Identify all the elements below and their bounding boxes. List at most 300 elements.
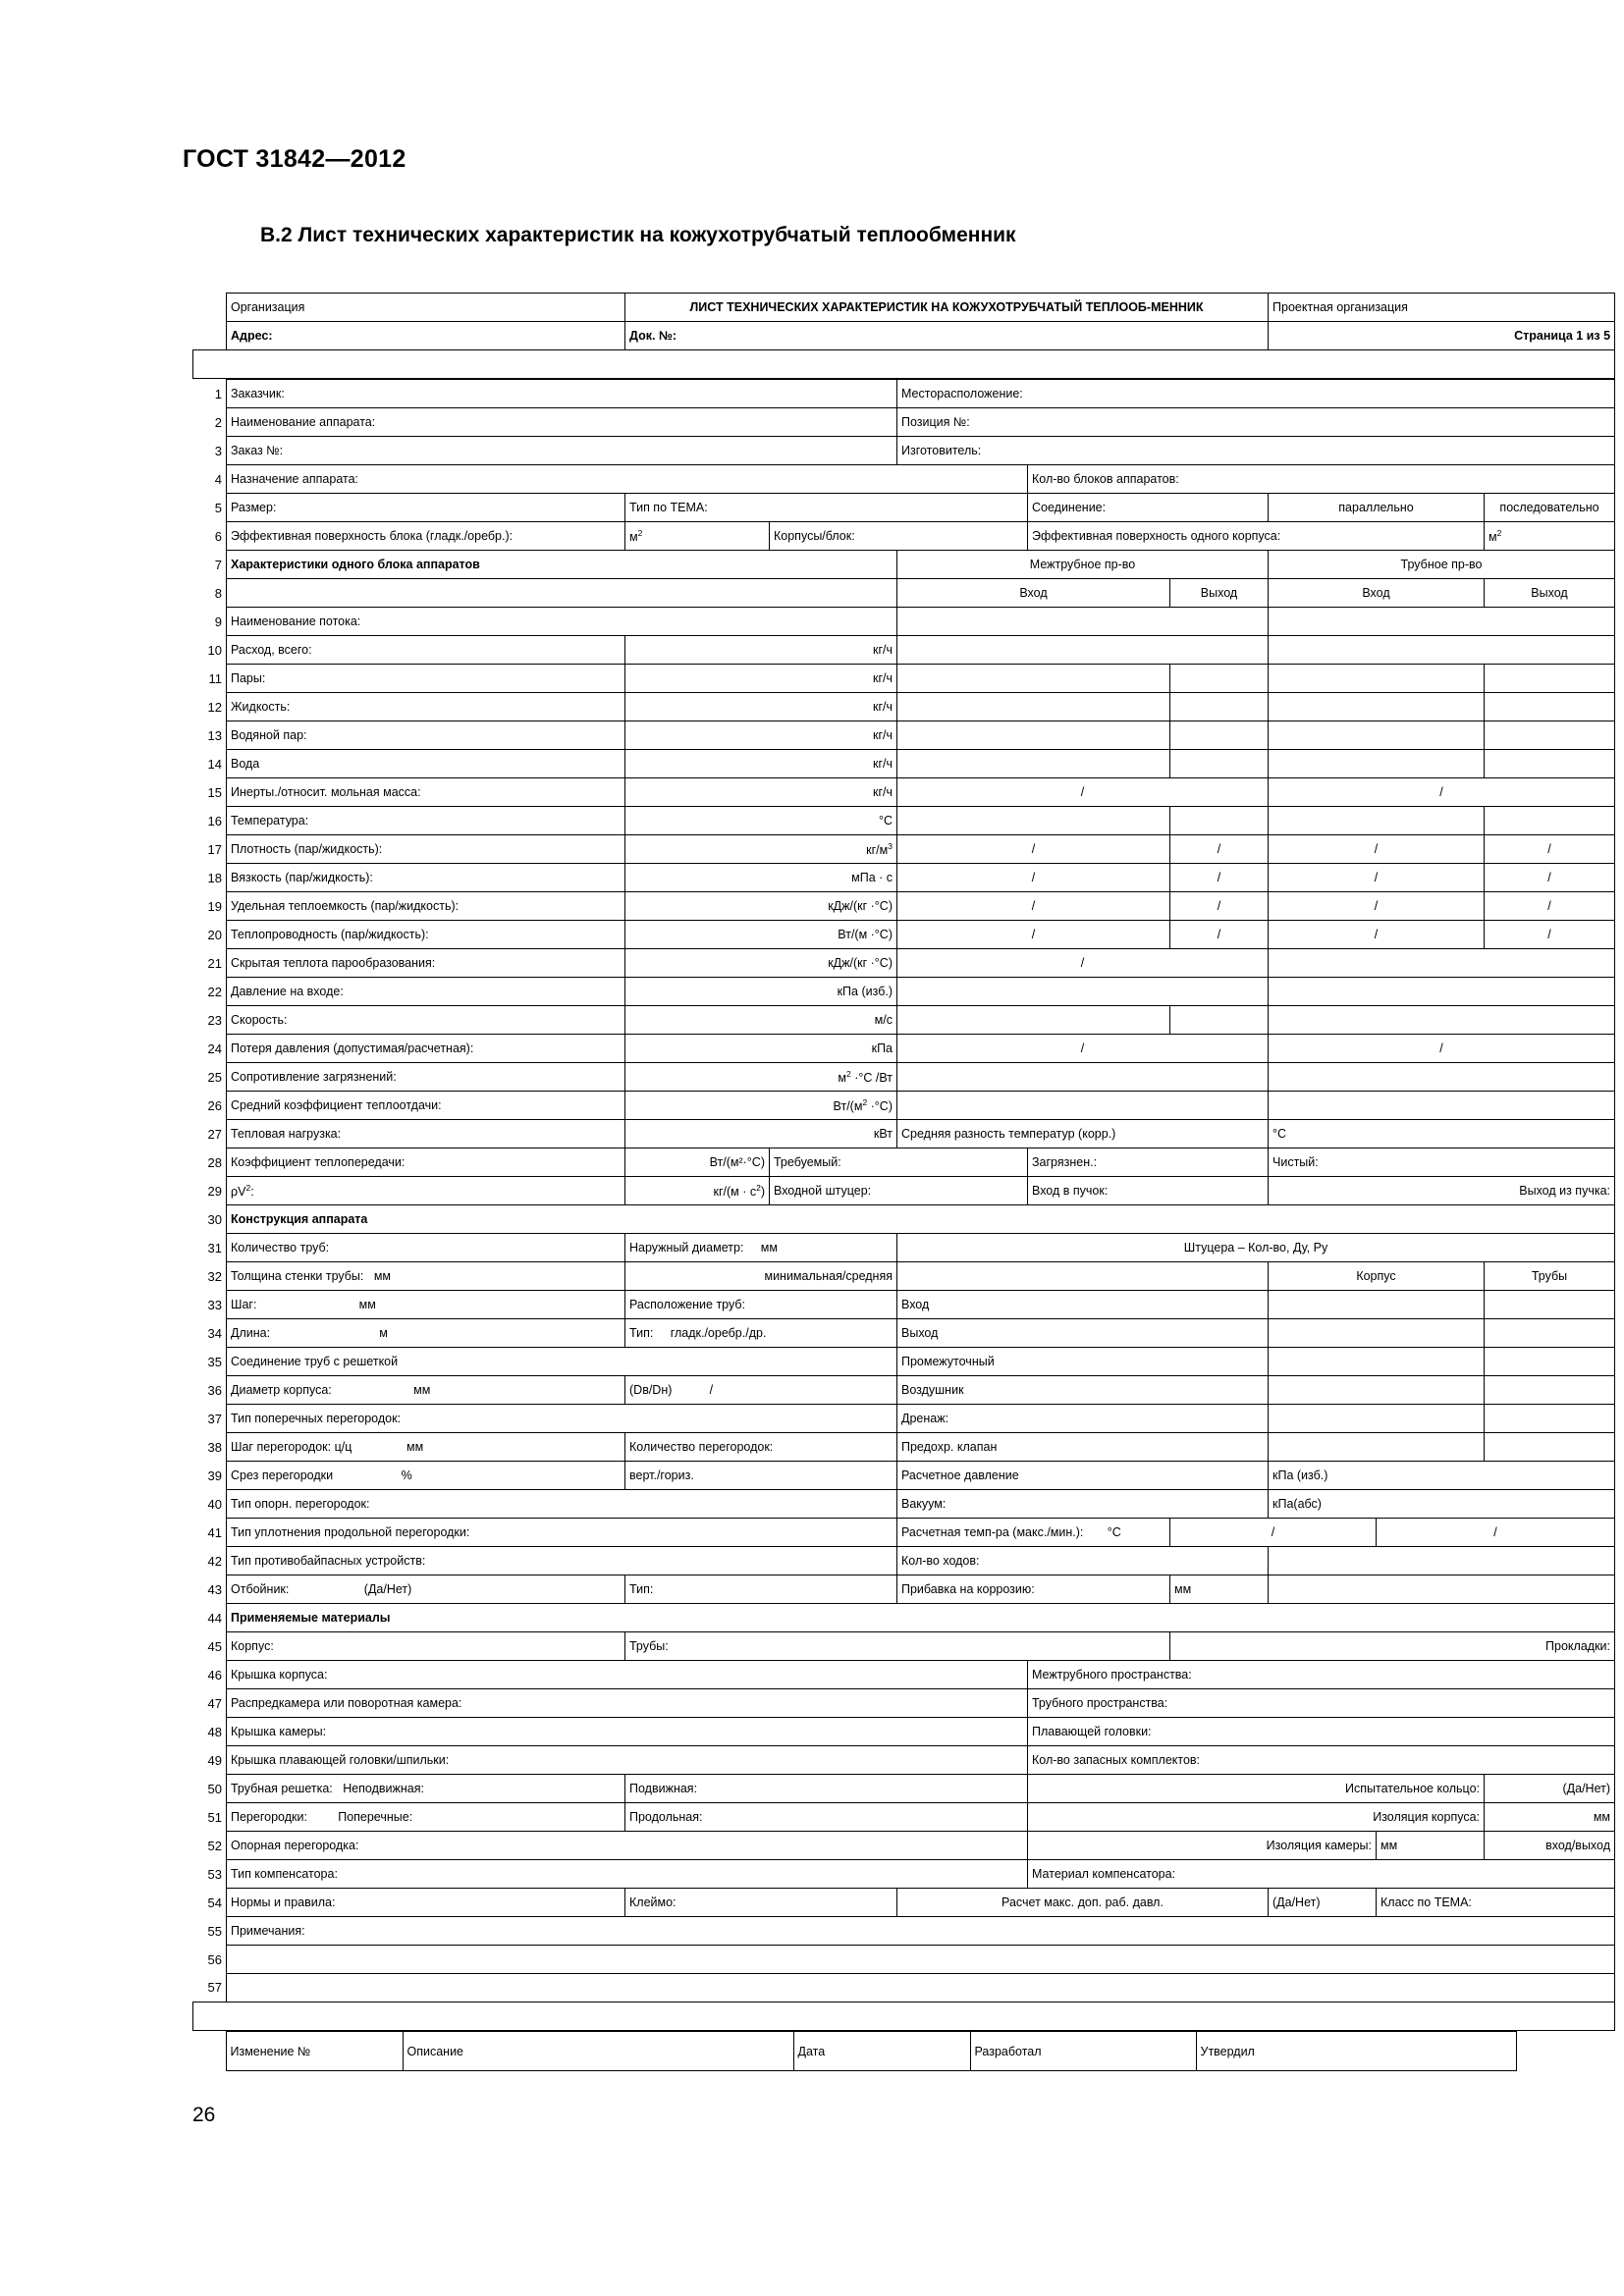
field-tubesheet-floating[interactable]: Подвижная: (625, 1775, 1028, 1803)
value-tube-latent[interactable] (1269, 949, 1615, 978)
field-max-allowable-yesno[interactable]: (Да/Нет) (1269, 1889, 1377, 1917)
header-tube-side: Трубное пр-во (1269, 551, 1615, 579)
field-bundle-exit[interactable]: Выход из пучка: (1269, 1177, 1615, 1205)
field-nozzle-intermediate[interactable]: Промежуточный (897, 1348, 1269, 1376)
header-nozzle-shell: Корпус (1269, 1262, 1485, 1291)
field-tube-type[interactable]: Тип: гладк./оребр./др. (625, 1319, 897, 1348)
unit-celsius: °С (625, 807, 897, 835)
header-shell-in: Вход (897, 579, 1170, 608)
field-viscosity[interactable]: Вязкость (пар/жидкость): (227, 864, 625, 892)
unit-design-pressure: кПа (изб.) (1269, 1462, 1615, 1490)
separator-shell-visc-in: / (897, 864, 1170, 892)
value-nozzle-outlet-shell[interactable] (1269, 1319, 1485, 1348)
field-material-shell-cover[interactable]: Крышка корпуса: (227, 1661, 1028, 1689)
notes-line-3[interactable] (227, 1974, 1615, 2002)
field-shells-per-block[interactable]: Корпусы/блок: (770, 522, 1028, 551)
row-16 (193, 807, 1615, 835)
row-number: 49 (193, 1746, 227, 1775)
row-6 (193, 522, 1615, 551)
row-number: 37 (193, 1405, 227, 1433)
separator-shell-k-in: / (897, 921, 1170, 949)
field-fouled-coeff[interactable]: Загрязнен.: (1028, 1148, 1269, 1177)
row-26 (193, 1092, 1615, 1120)
row-28 (193, 1148, 1615, 1177)
row-number: 17 (193, 835, 227, 864)
row-57 (193, 1974, 1615, 2002)
field-rho-v2[interactable]: $\rho V^2$: (227, 1177, 625, 1205)
field-baffle-type[interactable]: Тип поперечных перегородок: (227, 1405, 897, 1433)
row-8 (193, 579, 1615, 608)
header-shell-side: Межтрубное пр-во (897, 551, 1269, 579)
unit-m2-c-w: $м^2 \cdot^\circ С$ /Вт (625, 1063, 897, 1092)
field-effective-surface-block[interactable] (227, 522, 625, 551)
separator-tube-k-out: / (1485, 921, 1615, 949)
value-tube-temp-out[interactable] (1485, 807, 1615, 835)
value-tube-steam-in[interactable] (1269, 721, 1485, 750)
unit-lmtd-celsius: °С (1269, 1120, 1615, 1148)
row-number: 3 (193, 437, 227, 465)
value-tube-total-flow[interactable] (1269, 636, 1615, 665)
empty-nozzle-cell (897, 1262, 1269, 1291)
field-baffles-transverse[interactable]: Перегородки: Поперечные: (227, 1803, 625, 1832)
field-material-shell[interactable]: Корпус: (227, 1632, 625, 1661)
field-tubesheet-fixed[interactable]: Трубная решетка: Неподвижная: (227, 1775, 625, 1803)
row-56 (193, 1946, 1615, 1974)
field-expansion-joint-material[interactable]: Материал компенсатора: (1028, 1860, 1615, 1889)
unit-kg-h: кг/ч (625, 721, 897, 750)
label-insulation-in-out: вход/выход (1485, 1832, 1615, 1860)
field-material-channel-cover[interactable]: Крышка камеры: (227, 1718, 1028, 1746)
separator-tube-dp: / (1269, 1035, 1615, 1063)
row-27 (193, 1120, 1615, 1148)
value-tube-liquid-out[interactable] (1485, 693, 1615, 721)
field-codes-standards[interactable]: Нормы и правила: (227, 1889, 625, 1917)
row-18 (193, 864, 1615, 892)
value-nozzle-safety-shell[interactable] (1269, 1433, 1485, 1462)
value-nozzle-vent-shell[interactable] (1269, 1376, 1485, 1405)
row-number: 9 (193, 608, 227, 636)
footer-row (192, 2032, 1516, 2071)
form-footer-table (192, 2031, 1517, 2071)
section-title: В.2 Лист технических характеристик на кожухотрубчатый теплообменник (260, 224, 1016, 246)
separator-tube-density-in: / (1269, 835, 1485, 864)
row-46 (193, 1661, 1615, 1689)
separator-shell-cp-out: / (1170, 892, 1269, 921)
unit-rho-v2: $кг/(м \cdot с^2)$ (625, 1177, 770, 1205)
field-pass-count[interactable]: Кол-во ходов: (897, 1547, 1269, 1575)
value-tube-alpha[interactable] (1269, 1092, 1615, 1120)
field-nozzle-inlet[interactable]: Вход (897, 1291, 1269, 1319)
field-pitch[interactable]: Шаг: мм (227, 1291, 625, 1319)
value-shell-water-out[interactable] (1170, 750, 1269, 778)
field-order-no[interactable]: Заказ №: (227, 437, 897, 465)
field-inerts-molar-mass[interactable]: Инерты./относит. мольная масса: (227, 778, 625, 807)
row-13 (193, 721, 1615, 750)
field-design-pressure[interactable]: Расчетное давление (897, 1462, 1269, 1490)
value-nozzle-safety-tubes[interactable] (1485, 1433, 1615, 1462)
row-number: 22 (193, 978, 227, 1006)
unit-kg-m3: $кг/м^3$ (625, 835, 897, 864)
value-tube-fouling[interactable] (1269, 1063, 1615, 1092)
unit-corrosion-mm: мм (1170, 1575, 1269, 1604)
row-4 (193, 465, 1615, 494)
separator-tube-inerts: / (1269, 778, 1615, 807)
field-spare-sets-count[interactable]: Кол-во запасных комплектов: (1028, 1746, 1615, 1775)
field-baffle-count[interactable]: Количество перегородок: (625, 1433, 897, 1462)
value-shell-inlet-pressure[interactable] (897, 978, 1269, 1006)
field-thermal-conductivity[interactable]: Теплопроводность (пар/жидкость): (227, 921, 625, 949)
field-material-floating-head-gasket[interactable]: Плавающей головки: (1028, 1718, 1615, 1746)
field-baffle-cut-orientation[interactable]: верт./гориз. (625, 1462, 897, 1490)
field-tube-to-sheet-joint[interactable]: Соединение труб с решеткой (227, 1348, 897, 1376)
row-5 (193, 494, 1615, 522)
field-clean-coeff[interactable]: Чистый: (1269, 1148, 1615, 1177)
separator-tube-visc-out: / (1485, 864, 1615, 892)
value-nozzle-intermediate-tubes[interactable] (1485, 1348, 1615, 1376)
row-29 (193, 1177, 1615, 1205)
field-total-flow[interactable]: Расход, всего: (227, 636, 625, 665)
footer-change-no[interactable]: Изменение № (226, 2032, 403, 2071)
field-stamp[interactable]: Клеймо: (625, 1889, 897, 1917)
page-number: 26 (192, 2104, 216, 2126)
unit-shell-insulation-mm: мм (1485, 1803, 1615, 1832)
row-number: 42 (193, 1547, 227, 1575)
row-number: 43 (193, 1575, 227, 1604)
field-material-gaskets[interactable]: Прокладки: (1170, 1632, 1615, 1661)
footer-developed-by[interactable]: Разработал (970, 2032, 1196, 2071)
field-material-shellside-gasket[interactable]: Межтрубного пространства: (1028, 1661, 1615, 1689)
value-shell-water-in[interactable] (897, 750, 1170, 778)
value-tube-velocity[interactable] (1269, 1006, 1615, 1035)
field-nozzle-drain[interactable]: Дренаж: (897, 1405, 1269, 1433)
field-baffle-cut[interactable]: Срез перегородки % (227, 1462, 625, 1490)
field-material-tubeside-gasket[interactable]: Трубного пространства: (1028, 1689, 1615, 1718)
value-nozzle-intermediate-shell[interactable] (1269, 1348, 1485, 1376)
row-10 (193, 636, 1615, 665)
field-channel-insulation[interactable]: Изоляция камеры: (1028, 1832, 1377, 1860)
subheader-materials: Применяемые материалы (227, 1604, 1615, 1632)
field-inlet-nozzle[interactable]: Входной штуцер: (770, 1177, 1028, 1205)
field-nozzle-vent[interactable]: Воздушник (897, 1376, 1269, 1405)
separator-tube-cp-in: / (1269, 892, 1485, 921)
field-nozzle-safety-valve[interactable]: Предохр. клапан (897, 1433, 1269, 1462)
row-number: 12 (193, 693, 227, 721)
separator-tube-visc-in: / (1269, 864, 1485, 892)
row-number: 50 (193, 1775, 227, 1803)
field-steam[interactable]: Водяной пар: (227, 721, 625, 750)
field-velocity[interactable]: Скорость: (227, 1006, 625, 1035)
row-2 (193, 408, 1615, 437)
field-location[interactable]: Месторасположение: (897, 380, 1615, 408)
value-tube-inlet-pressure[interactable] (1269, 978, 1615, 1006)
field-block-count[interactable]: Кол-во блоков аппаратов: (1028, 465, 1615, 494)
field-material-floating-head-cover[interactable]: Крышка плавающей головки/шпильки: (227, 1746, 1028, 1775)
field-design-temperature[interactable]: Расчетная темп-ра (макс./мин.): °С (897, 1519, 1170, 1547)
field-support-baffle-type[interactable]: Тип опорн. перегородок: (227, 1490, 897, 1519)
value-shell-steam-out[interactable] (1170, 721, 1269, 750)
row-number: 26 (193, 1092, 227, 1120)
field-material-tubes[interactable]: Трубы: (625, 1632, 1170, 1661)
field-position-no[interactable]: Позиция №: (897, 408, 1615, 437)
field-material-channel[interactable]: Распредкамера или поворотная камера: (227, 1689, 1028, 1718)
field-impingement-plate[interactable]: Отбойник: (Да/Нет) (227, 1575, 625, 1604)
field-connection[interactable]: Соединение: (1028, 494, 1269, 522)
unit-channel-insulation-mm: мм (1377, 1832, 1485, 1860)
field-max-allowable-pressure-calc[interactable]: Расчет макс. доп. раб. давл. (897, 1889, 1269, 1917)
value-shell-liquid-in[interactable] (897, 693, 1170, 721)
field-heat-capacity[interactable]: Удельная теплоемкость (пар/жидкость): (227, 892, 625, 921)
value-shell-alpha[interactable] (897, 1092, 1269, 1120)
field-heat-duty[interactable]: Тепловая нагрузка: (227, 1120, 625, 1148)
row-48 (193, 1718, 1615, 1746)
row-47 (193, 1689, 1615, 1718)
doc-no-cell[interactable]: Док. №: (625, 322, 1269, 350)
row-40 (193, 1490, 1615, 1519)
row-number: 27 (193, 1120, 227, 1148)
address-cell[interactable]: Адрес: (227, 322, 625, 350)
row-number: 52 (193, 1832, 227, 1860)
field-notes[interactable]: Примечания: (227, 1917, 1615, 1946)
row-number: 16 (193, 807, 227, 835)
value-nozzle-inlet-tubes[interactable] (1485, 1291, 1615, 1319)
value-shell-temp-out[interactable] (1170, 807, 1269, 835)
row-number: 48 (193, 1718, 227, 1746)
row-21 (193, 949, 1615, 978)
field-latent-heat[interactable]: Скрытая теплота парообразования: (227, 949, 625, 978)
row-number: 33 (193, 1291, 227, 1319)
field-effective-surface-shell[interactable]: Эффективная поверхность одного корпуса: (1028, 522, 1485, 551)
row-number: 2 (193, 408, 227, 437)
separator-tube-cp-out: / (1485, 892, 1615, 921)
row-35 (193, 1348, 1615, 1376)
row-20 (193, 921, 1615, 949)
row-number: 15 (193, 778, 227, 807)
field-density[interactable]: Плотность (пар/жидкость): (227, 835, 625, 864)
unit-kg-h: кг/ч (625, 778, 897, 807)
value-shell-stream-name[interactable] (897, 608, 1269, 636)
row-number: 11 (193, 665, 227, 693)
row-17 (193, 835, 1615, 864)
value-shell-temp-in[interactable] (897, 807, 1170, 835)
value-tube-steam-out[interactable] (1485, 721, 1615, 750)
row-number: 32 (193, 1262, 227, 1291)
field-liquid[interactable]: Жидкость: (227, 693, 625, 721)
value-shell-liquid-out[interactable] (1170, 693, 1269, 721)
field-apparatus-purpose[interactable]: Назначение аппарата: (227, 465, 1028, 494)
field-impingement-type[interactable]: Тип: (625, 1575, 897, 1604)
field-apparatus-name[interactable]: Наименование аппарата: (227, 408, 897, 437)
row-number: 20 (193, 921, 227, 949)
field-tema-type[interactable]: Тип по ТЕМА: (625, 494, 1028, 522)
row-31 (193, 1234, 1615, 1262)
unit-m2-block: $м^2$ (625, 522, 770, 551)
row-39 (193, 1462, 1615, 1490)
unit-kg-h: кг/ч (625, 750, 897, 778)
value-tube-vapor-out[interactable] (1485, 665, 1615, 693)
row-number: 41 (193, 1519, 227, 1547)
row-12 (193, 693, 1615, 721)
row-number: 57 (193, 1974, 227, 2002)
field-vacuum[interactable]: Вакуум: (897, 1490, 1269, 1519)
row-41 (193, 1519, 1615, 1547)
field-lmtd[interactable]: Средняя разность температур (корр.) (897, 1120, 1269, 1148)
field-customer[interactable]: Заказчик: (227, 380, 897, 408)
field-size[interactable]: Размер: (227, 494, 625, 522)
organization-cell[interactable]: Организация (227, 294, 625, 322)
header-tube-out: Выход (1485, 579, 1615, 608)
field-shell-diameter[interactable]: Диаметр корпуса: мм (227, 1376, 625, 1405)
row-37 (193, 1405, 1615, 1433)
value-tube-water-out[interactable] (1485, 750, 1615, 778)
row-36 (193, 1376, 1615, 1405)
footer-spacer (193, 2002, 1615, 2031)
field-manufacturer[interactable]: Изготовитель: (897, 437, 1615, 465)
field-antibypass-devices[interactable]: Тип противобайпасных устройств: (227, 1547, 897, 1575)
field-corrosion-allowance[interactable]: Прибавка на коррозию: (897, 1575, 1170, 1604)
row-number: 55 (193, 1917, 227, 1946)
field-baffles-longitudinal[interactable]: Продольная: (625, 1803, 1028, 1832)
row-number: 39 (193, 1462, 227, 1490)
row-55 (193, 1917, 1615, 1946)
field-overall-coeff[interactable]: Коэффициент теплопередачи: (227, 1148, 625, 1177)
value-nozzle-inlet-shell[interactable] (1269, 1291, 1485, 1319)
separator-tube-k-in: / (1269, 921, 1485, 949)
value-shell-vapor-in[interactable] (897, 665, 1170, 693)
row-43 (193, 1575, 1615, 1604)
row-number: 56 (193, 1946, 227, 1974)
field-longitudinal-baffle-seal[interactable]: Тип уплотнения продольной перегородки: (227, 1519, 897, 1547)
row-15 (193, 778, 1615, 807)
row-number: 5 (193, 494, 227, 522)
value-tube-stream-name[interactable] (1269, 608, 1615, 636)
unit-kj-kg-c: кДж/(кг ·°С) (625, 892, 897, 921)
value-tube-vapor-in[interactable] (1269, 665, 1485, 693)
notes-line-2[interactable] (227, 1946, 1615, 1974)
field-test-ring[interactable]: Испытательное кольцо: (1028, 1775, 1485, 1803)
field-temperature[interactable]: Температура: (227, 807, 625, 835)
form-title-cell: ЛИСТ ТЕХНИЧЕСКИХ ХАРАКТЕРИСТИК НА КОЖУХОТРУБЧАТЫЙ ТЕПЛООБ-МЕННИК (625, 294, 1269, 322)
row-number: 36 (193, 1376, 227, 1405)
field-length[interactable]: Длина: м (227, 1319, 625, 1348)
field-tema-class[interactable]: Класс по ТЕМА: (1377, 1889, 1615, 1917)
footer-description[interactable]: Описание (403, 2032, 793, 2071)
separator-shell-density-in: / (897, 835, 1170, 864)
row-number: 28 (193, 1148, 227, 1177)
value-shell-steam-in[interactable] (897, 721, 1170, 750)
field-support-baffle[interactable]: Опорная перегородка: (227, 1832, 1028, 1860)
unit-vacuum: кПа(абс) (1269, 1490, 1615, 1519)
row-number: 51 (193, 1803, 227, 1832)
row-33 (193, 1291, 1615, 1319)
row-11 (193, 665, 1615, 693)
row-34 (193, 1319, 1615, 1348)
field-min-avg[interactable]: минимальная/средняя (625, 1262, 897, 1291)
row-22 (193, 978, 1615, 1006)
row-number: 7 (193, 551, 227, 579)
value-tube-liquid-in[interactable] (1269, 693, 1485, 721)
row-24 (193, 1035, 1615, 1063)
field-bundle-entrance[interactable]: Вход в пучок: (1028, 1177, 1269, 1205)
separator-design-temp-tubes: / (1377, 1519, 1615, 1547)
value-tube-water-in[interactable] (1269, 750, 1485, 778)
value-shell-velocity-in[interactable] (897, 1006, 1170, 1035)
value-shell-velocity-out[interactable] (1170, 1006, 1269, 1035)
value-shell-total-flow[interactable] (897, 636, 1269, 665)
field-vapor[interactable]: Пары: (227, 665, 625, 693)
field-test-ring-yesno[interactable]: (Да/Нет) (1485, 1775, 1615, 1803)
row-number: 23 (193, 1006, 227, 1035)
empty-cell (227, 579, 897, 608)
field-baffle-spacing[interactable]: Шаг перегородок: ц/ц мм (227, 1433, 625, 1462)
field-tube-count[interactable]: Количество труб: (227, 1234, 625, 1262)
field-nozzle-outlet[interactable]: Выход (897, 1319, 1269, 1348)
page-indicator-cell: Страница 1 из 5 (1269, 322, 1615, 350)
field-required-coeff[interactable]: Требуемый: (770, 1148, 1028, 1177)
field-avg-heat-transfer-coeff[interactable]: Средний коэффициент теплоотдачи: (227, 1092, 625, 1120)
footer-approved-by[interactable]: Утвердил (1196, 2032, 1516, 2071)
field-inlet-pressure[interactable]: Давление на входе: (227, 978, 625, 1006)
header-row-org (193, 294, 1615, 322)
value-shell-vapor-out[interactable] (1170, 665, 1269, 693)
option-parallel[interactable]: параллельно (1269, 494, 1485, 522)
value-corrosion-allowance[interactable] (1269, 1575, 1615, 1604)
value-tube-temp-in[interactable] (1269, 807, 1485, 835)
separator-shell-cp-in: / (897, 892, 1170, 921)
option-series[interactable]: последовательно (1485, 494, 1615, 522)
value-nozzle-drain-shell[interactable] (1269, 1405, 1485, 1433)
field-fouling-resistance[interactable]: Сопротивление загрязнений: (227, 1063, 625, 1092)
header-nozzles: Штуцера – Кол-во, Ду, Ру (897, 1234, 1615, 1262)
field-water[interactable]: Вода (227, 750, 625, 778)
footer-date[interactable]: Дата (793, 2032, 970, 2071)
field-tube-layout[interactable]: Расположение труб: (625, 1291, 897, 1319)
unit-kpa-g: кПа (изб.) (625, 978, 897, 1006)
row-9 (193, 608, 1615, 636)
unit-mpa-s: мПа · с (625, 864, 897, 892)
header-spacer (193, 350, 1615, 379)
field-wall-thickness[interactable]: Толщина стенки трубы: мм (227, 1262, 625, 1291)
unit-m2-shell: $м^2$ (1485, 522, 1615, 551)
separator-design-temp-shell: / (1170, 1519, 1377, 1547)
row-number: 14 (193, 750, 227, 778)
row-number: 13 (193, 721, 227, 750)
field-shell-dia-ratio[interactable]: (Dв/Dн) / (625, 1376, 897, 1405)
field-shell-insulation[interactable]: Изоляция корпуса: (1028, 1803, 1485, 1832)
row-number: 18 (193, 864, 227, 892)
value-nozzle-vent-tubes[interactable] (1485, 1376, 1615, 1405)
value-shell-fouling[interactable] (897, 1063, 1269, 1092)
row-3 (193, 437, 1615, 465)
row-25 (193, 1063, 1615, 1092)
value-pass-count[interactable] (1269, 1547, 1615, 1575)
field-expansion-joint-type[interactable]: Тип компенсатора: (227, 1860, 1028, 1889)
value-nozzle-drain-tubes[interactable] (1485, 1405, 1615, 1433)
field-outer-diameter[interactable]: Наружный диаметр: мм (625, 1234, 897, 1262)
row-52 (193, 1832, 1615, 1860)
field-pressure-drop[interactable]: Потеря давления (допустимая/расчетная): (227, 1035, 625, 1063)
row-number: 24 (193, 1035, 227, 1063)
header-tube-in: Вход (1269, 579, 1485, 608)
row-number: 10 (193, 636, 227, 665)
header-shell-out: Выход (1170, 579, 1269, 608)
row-1 (193, 380, 1615, 408)
row-49 (193, 1746, 1615, 1775)
design-org-cell[interactable]: Проектная организация (1269, 294, 1615, 322)
field-stream-name[interactable]: Наименование потока: (227, 608, 897, 636)
value-nozzle-outlet-tubes[interactable] (1485, 1319, 1615, 1348)
row-number: 46 (193, 1661, 227, 1689)
row-number: 19 (193, 892, 227, 921)
